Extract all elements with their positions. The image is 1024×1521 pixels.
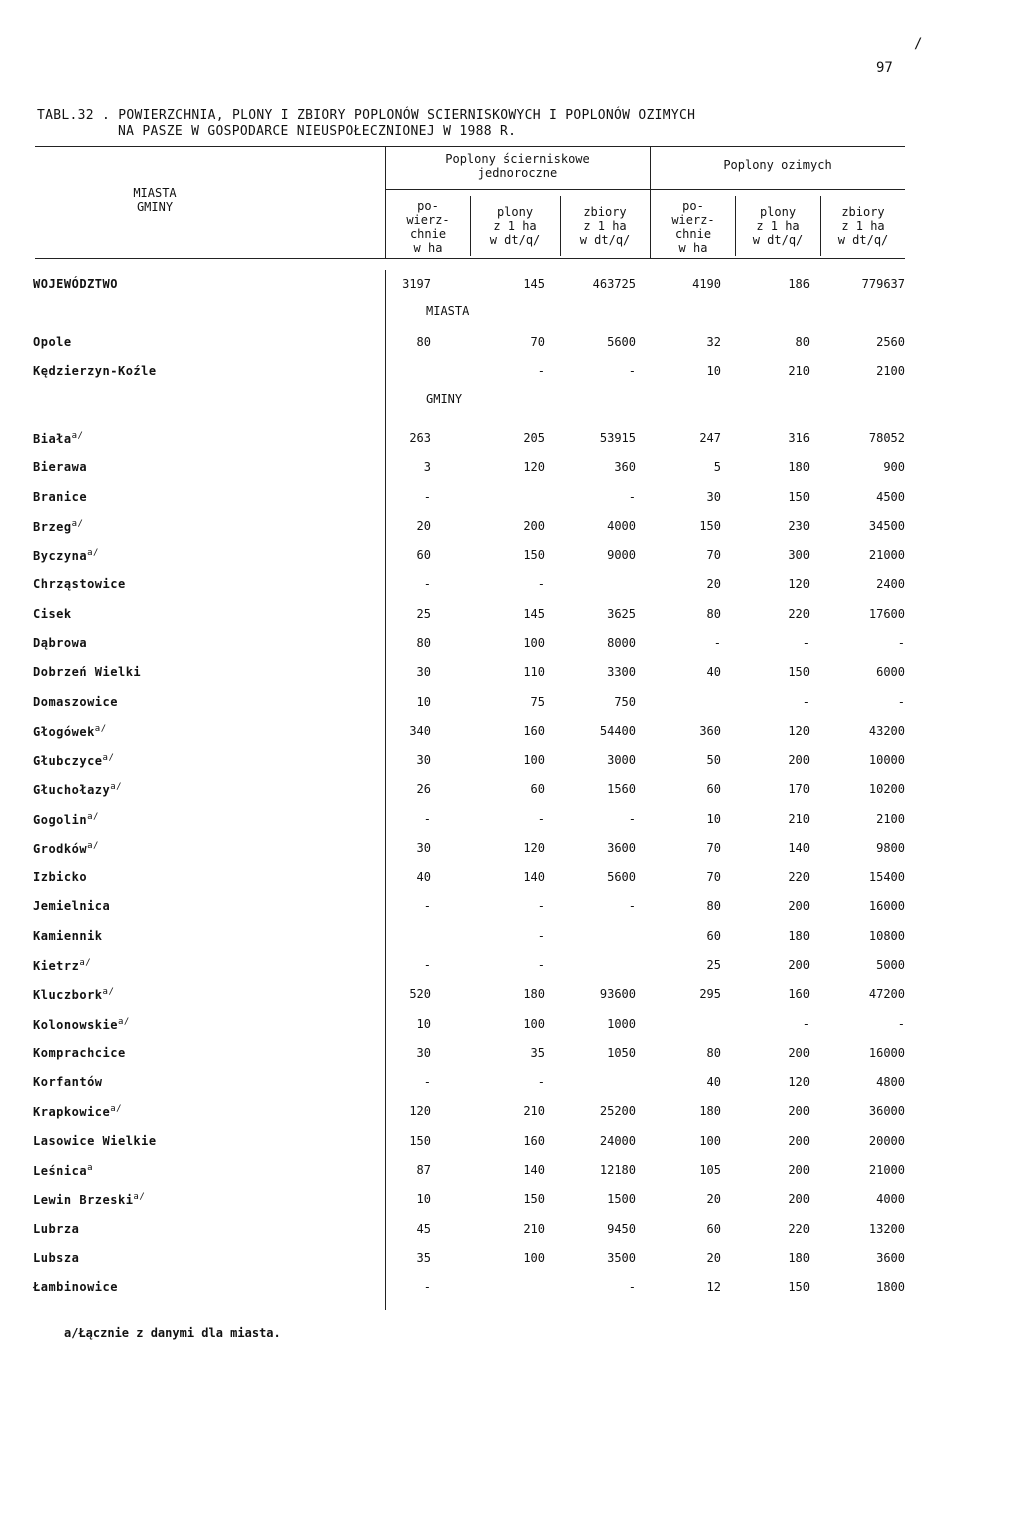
row-name <box>33 364 157 378</box>
table-cell: 21000 <box>868 1163 905 1177</box>
table-cell: 140 <box>523 870 545 885</box>
table-cell: 20 <box>706 1192 721 1207</box>
footnote-mark: a/ <box>87 840 99 851</box>
table-cell: 25 <box>416 606 431 621</box>
table-cell: 180 <box>788 460 810 475</box>
row-name-text: Biała <box>33 432 72 446</box>
table-cell: - <box>423 899 431 914</box>
row-name-text: Lasowice Wielkie <box>33 1133 157 1148</box>
table-cell: 160 <box>523 723 545 738</box>
table-cell: 30 <box>706 489 721 504</box>
table-cell: 100 <box>523 635 545 650</box>
table-cell: 105 <box>699 1163 721 1177</box>
header-crop-1: zbiory z 1 ha w dt/q/ <box>579 205 631 247</box>
table-cell: 220 <box>788 606 810 621</box>
header-crop-2: zbiory z 1 ha w dt/q/ <box>837 205 889 247</box>
row-name <box>33 335 72 349</box>
table-cell: 4000 <box>607 518 636 533</box>
table-cell: 200 <box>788 753 810 768</box>
table-cell: 25 <box>706 958 721 973</box>
table-cell: 93600 <box>599 987 636 1002</box>
table-cell: 5000 <box>876 958 905 973</box>
table-cell: - <box>537 1075 545 1090</box>
row-name <box>33 812 99 827</box>
footnote-mark: a/ <box>110 1104 123 1115</box>
table-cell: 70 <box>706 840 721 855</box>
table-cell: 15400 <box>868 870 905 885</box>
row-name <box>33 753 114 768</box>
row-name <box>33 929 103 943</box>
table-cell: - <box>713 635 721 650</box>
table-cell: 180 <box>788 928 810 943</box>
table-cell: 210 <box>788 364 810 378</box>
table-cell: 295 <box>699 987 721 1002</box>
table-cell: 16000 <box>868 1045 905 1060</box>
table-cell: 13200 <box>868 1221 905 1236</box>
table-cell: 8000 <box>607 635 636 650</box>
table-cell: - <box>423 577 431 592</box>
footnote-mark: a/ <box>87 811 99 822</box>
table-cell: 2100 <box>876 364 905 378</box>
table-cell: 35 <box>530 1045 545 1060</box>
table-cell: 210 <box>523 1104 545 1119</box>
row-name-text: Kolonowskie <box>33 1017 118 1032</box>
table-cell: 205 <box>523 431 545 445</box>
table-cell: 60 <box>706 928 721 943</box>
table-cell: 60 <box>706 782 721 797</box>
table-cell: - <box>802 635 810 650</box>
row-name-text: Jemielnica <box>33 899 111 914</box>
table-cell: 80 <box>706 899 721 914</box>
footnote-mark: a/ <box>79 958 92 969</box>
footnote-mark: a/ <box>87 548 99 559</box>
row-name <box>33 636 87 650</box>
table-cell: 180 <box>523 987 545 1002</box>
table-cell: 75 <box>530 694 545 709</box>
table-cell: 80 <box>706 1045 721 1060</box>
table-cell: 247 <box>699 431 721 445</box>
row-name <box>33 1251 79 1265</box>
table-cell: 9800 <box>876 840 905 855</box>
row-name-text: Głuchołazy <box>33 783 111 798</box>
table-cell: - <box>423 958 431 973</box>
row-name <box>33 577 126 591</box>
table-cell: 70 <box>706 548 721 563</box>
table-cell: 2100 <box>876 811 905 826</box>
corner-mark: / <box>914 36 923 52</box>
row-name <box>33 277 118 291</box>
row-name <box>33 1046 126 1060</box>
row-name-text: Chrząstowice <box>33 577 126 592</box>
table-cell: 4800 <box>876 1075 905 1090</box>
row-name <box>33 841 99 856</box>
table-cell: - <box>423 1075 431 1090</box>
footnote-mark: a <box>87 1163 93 1173</box>
footnote-mark: a/ <box>117 1016 130 1027</box>
table-cell: 210 <box>523 1221 545 1236</box>
table-cell: 200 <box>523 518 545 533</box>
footnote: a/Łącznie z danymi dla miasta. <box>64 1326 281 1340</box>
table-cell: 210 <box>788 811 810 826</box>
table-cell: 87 <box>416 1163 431 1177</box>
row-name-text: Leśnica <box>33 1164 88 1178</box>
table-cell: 10000 <box>868 753 905 768</box>
row-name <box>33 899 110 913</box>
table-cell: 3600 <box>607 840 636 855</box>
row-name-text: Dąbrowa <box>33 635 88 650</box>
table-cell: 20 <box>416 518 431 533</box>
table-cell: 10 <box>706 364 721 378</box>
table-cell: 340 <box>409 723 431 738</box>
table-cell: 10 <box>416 1016 431 1031</box>
table-cell: 10 <box>706 811 721 826</box>
section-label-cities: MIASTA <box>426 304 470 318</box>
table-cell: 3625 <box>607 606 636 621</box>
table-cell: - <box>897 1016 905 1031</box>
table-cell: 180 <box>788 1250 810 1265</box>
row-name-text: Lubsza <box>33 1250 80 1265</box>
table-cell: 100 <box>699 1133 721 1148</box>
table-cell: 10 <box>416 1192 431 1207</box>
table-cell: 3300 <box>607 665 636 680</box>
table-cell: - <box>537 899 545 914</box>
header-group-stubble: Poplony ścierniskowe jednoroczne <box>445 152 590 180</box>
table-cell: 20 <box>706 1250 721 1265</box>
table-cell: 80 <box>795 335 810 349</box>
row-name <box>33 1075 103 1089</box>
table-cell: 220 <box>788 1221 810 1236</box>
row-name <box>33 1017 130 1032</box>
row-name-text: Głogówek <box>33 724 95 739</box>
table-cell: 145 <box>523 277 545 291</box>
header-stub: MIASTA GMINY <box>133 186 177 214</box>
row-name <box>33 1163 93 1178</box>
table-cell: 24000 <box>599 1133 636 1148</box>
row-name-text: Kędzierzyn-Koźle <box>33 364 157 378</box>
row-name-text: Łambinowice <box>33 1280 118 1295</box>
row-name <box>33 1104 122 1119</box>
table-cell: - <box>802 1016 810 1031</box>
table-cell: 10200 <box>868 782 905 797</box>
table-cell: 2560 <box>876 335 905 349</box>
table-cell: 520 <box>409 987 431 1002</box>
table-cell: 35 <box>416 1250 431 1265</box>
table-cell: 900 <box>883 460 905 475</box>
table-cell: 40 <box>416 870 431 885</box>
table-cell: 1800 <box>876 1280 905 1295</box>
table-cell: 26 <box>416 782 431 797</box>
table-cell: 3600 <box>876 1250 905 1265</box>
table-cell: 750 <box>614 694 636 709</box>
table-cell: 140 <box>523 1163 545 1177</box>
row-name-text: Krapkowice <box>33 1105 111 1120</box>
row-name <box>33 782 122 797</box>
table-cell: 80 <box>706 606 721 621</box>
table-cell: 12 <box>706 1280 721 1295</box>
table-cell: 220 <box>788 870 810 885</box>
table-cell: - <box>537 364 545 378</box>
table-cell: 120 <box>788 577 810 592</box>
table-cell: 10800 <box>868 928 905 943</box>
table-cell: - <box>537 928 545 943</box>
footnote-mark: a/ <box>110 782 123 793</box>
row-name <box>33 490 87 504</box>
table-cell: 21000 <box>868 548 905 563</box>
table-cell: - <box>628 1280 636 1295</box>
table-cell: 17600 <box>868 606 905 621</box>
row-name <box>33 519 83 534</box>
table-cell: 100 <box>523 753 545 768</box>
table-cell: 47200 <box>868 987 905 1002</box>
table-cell: 200 <box>788 1163 810 1177</box>
row-name-text: Komprachcice <box>33 1045 126 1060</box>
table-cell: 120 <box>523 460 545 475</box>
table-cell: 80 <box>416 635 431 650</box>
footnote-mark: a/ <box>71 518 84 529</box>
table-cell: 60 <box>706 1221 721 1236</box>
table-cell: 200 <box>788 958 810 973</box>
footnote-mark: a/ <box>102 987 115 998</box>
row-name <box>33 431 83 446</box>
row-name-text: Opole <box>33 335 72 349</box>
row-name-text: Lubrza <box>33 1221 80 1236</box>
table-cell: - <box>537 577 545 592</box>
table-cell: - <box>537 958 545 973</box>
table-cell: 16000 <box>868 899 905 914</box>
table-cell: 78052 <box>868 431 905 445</box>
header-yield-1: plony z 1 ha w dt/q/ <box>489 205 541 247</box>
table-cell: 200 <box>788 1045 810 1060</box>
header-group-winter: Poplony ozimych <box>723 158 832 172</box>
table-cell: - <box>897 635 905 650</box>
table-cell: 150 <box>699 518 721 533</box>
table-cell: 70 <box>706 870 721 885</box>
table-cell: 360 <box>699 723 721 738</box>
row-name-text: Byczyna <box>33 549 88 564</box>
table-cell: 20 <box>706 577 721 592</box>
table-cell: 30 <box>416 1045 431 1060</box>
table-cell: - <box>628 899 636 914</box>
table-cell: 32 <box>706 335 721 349</box>
row-name-text: Kietrz <box>33 959 80 974</box>
header-yield-2: plony z 1 ha w dt/q/ <box>752 205 804 247</box>
row-name-text: Kamiennik <box>33 928 103 943</box>
table-cell: 70 <box>530 335 545 349</box>
row-name <box>33 1192 145 1207</box>
table-cell: - <box>897 694 905 709</box>
row-name-text: Branice <box>33 489 88 504</box>
table-cell: 6000 <box>876 665 905 680</box>
row-name-text: Cisek <box>33 606 72 621</box>
row-name-text: Domaszowice <box>33 694 118 709</box>
table-cell: - <box>423 811 431 826</box>
table-cell: 200 <box>788 1133 810 1148</box>
row-name <box>33 958 91 973</box>
table-cell: - <box>628 811 636 826</box>
row-name-text: Głubczyce <box>33 754 103 769</box>
table-cell: 36000 <box>868 1104 905 1119</box>
table-cell: 30 <box>416 665 431 680</box>
table-cell: 463725 <box>592 277 636 291</box>
header-area-2: po- wierz- chnie w ha <box>671 199 715 255</box>
table-cell: 360 <box>614 460 636 475</box>
table-cell: 200 <box>788 899 810 914</box>
table-cell: 12180 <box>599 1163 636 1177</box>
row-name <box>33 665 141 679</box>
table-cell: 110 <box>523 665 545 680</box>
row-name <box>33 1134 157 1148</box>
table-cell: 200 <box>788 1104 810 1119</box>
table-cell: 150 <box>788 489 810 504</box>
table-cell: 5600 <box>607 870 636 885</box>
row-name-text: Kluczbork <box>33 988 103 1003</box>
table-cell: 80 <box>416 335 431 349</box>
table-cell: 160 <box>788 987 810 1002</box>
table-cell: - <box>802 694 810 709</box>
row-name-text: WOJEWÓDZTWO <box>33 277 118 291</box>
table-cell: 100 <box>523 1250 545 1265</box>
footnote-mark: a/ <box>71 431 84 441</box>
section-label-communes: GMINY <box>426 392 463 406</box>
table-cell: 140 <box>788 840 810 855</box>
table-cell: 34500 <box>868 518 905 533</box>
table-cell: 160 <box>523 1133 545 1148</box>
row-name-text: Brzeg <box>33 519 72 534</box>
row-name-text: Korfantów <box>33 1075 103 1090</box>
table-cell: - <box>423 1280 431 1295</box>
table-cell: 4190 <box>692 277 721 291</box>
page-number: 97 <box>876 60 893 76</box>
table-cell: 300 <box>788 548 810 563</box>
table-cell: 53915 <box>599 431 636 445</box>
table-cell: 5 <box>713 460 721 475</box>
table-cell: 5600 <box>607 335 636 349</box>
table-cell: 150 <box>523 1192 545 1207</box>
table-cell: 25200 <box>599 1104 636 1119</box>
table-cell: 120 <box>409 1104 431 1119</box>
table-cell: 4000 <box>876 1192 905 1207</box>
table-cell: 50 <box>706 753 721 768</box>
footnote-mark: a/ <box>102 753 115 764</box>
row-name-text: Grodków <box>33 841 88 856</box>
table-cell: 60 <box>416 548 431 563</box>
row-name-text: Lewin Brzeski <box>33 1193 134 1208</box>
row-name <box>33 460 87 474</box>
table-cell: 10 <box>416 694 431 709</box>
table-cell: 779637 <box>861 277 905 291</box>
table-cell: - <box>628 364 636 378</box>
table-cell: 263 <box>409 431 431 445</box>
table-cell: - <box>423 489 431 504</box>
table-cell: 1560 <box>607 782 636 797</box>
table-cell: 186 <box>788 277 810 291</box>
row-name <box>33 695 118 709</box>
table-cell: 43200 <box>868 723 905 738</box>
row-name-text: Bierawa <box>33 460 88 475</box>
table-cell: 20000 <box>868 1133 905 1148</box>
table-cell: 4500 <box>876 489 905 504</box>
table-cell: 145 <box>523 606 545 621</box>
table-cell: 3500 <box>607 1250 636 1265</box>
table-cell: 9450 <box>607 1221 636 1236</box>
table-cell: 1500 <box>607 1192 636 1207</box>
table-cell: - <box>628 489 636 504</box>
table-cell: 150 <box>409 1133 431 1148</box>
row-name-text: Izbicko <box>33 870 88 885</box>
table-cell: 40 <box>706 665 721 680</box>
footnote-mark: a/ <box>133 1192 146 1203</box>
row-name-text: Dobrzeń Wielki <box>33 665 142 680</box>
table-cell: 3197 <box>402 277 431 291</box>
table-cell: 9000 <box>607 548 636 563</box>
table-cell: 40 <box>706 1075 721 1090</box>
header-area-1: po- wierz- chnie w ha <box>406 199 450 255</box>
table-cell: 170 <box>788 782 810 797</box>
row-name <box>33 724 107 739</box>
table-title-line1: TABL.32 . POWIERZCHNIA, PLONY I ZBIORY POPLONÓW SCIERNISKOWYCH I POPLONÓW OZIMYCH <box>37 108 696 123</box>
table-cell: 1000 <box>607 1016 636 1031</box>
row-name <box>33 607 72 621</box>
row-name <box>33 987 114 1002</box>
row-name <box>33 548 99 563</box>
row-name <box>33 870 87 884</box>
table-cell: 1050 <box>607 1045 636 1060</box>
row-name-text: Gogolin <box>33 812 88 827</box>
table-cell: 30 <box>416 840 431 855</box>
table-title-line2: NA PASZE W GOSPODARCE NIEUSPOŁECZNIONEJ W 1988 R. <box>118 124 517 139</box>
table-cell: 316 <box>788 431 810 445</box>
table-cell: 150 <box>523 548 545 563</box>
table-cell: 54400 <box>599 723 636 738</box>
table-cell: 45 <box>416 1221 431 1236</box>
table-cell: 120 <box>788 723 810 738</box>
table-cell: 200 <box>788 1192 810 1207</box>
table-cell: 3000 <box>607 753 636 768</box>
table-cell: 150 <box>788 1280 810 1295</box>
row-name <box>33 1280 118 1294</box>
table-cell: - <box>537 811 545 826</box>
table-cell: 3 <box>423 460 431 475</box>
table-cell: 60 <box>530 782 545 797</box>
row-name <box>33 1222 79 1236</box>
table-cell: 120 <box>523 840 545 855</box>
footnote-mark: a/ <box>94 723 107 734</box>
table-cell: 30 <box>416 753 431 768</box>
table-cell: 100 <box>523 1016 545 1031</box>
table-cell: 120 <box>788 1075 810 1090</box>
table-cell: 230 <box>788 518 810 533</box>
table-cell: 2400 <box>876 577 905 592</box>
table-cell: 180 <box>699 1104 721 1119</box>
table-cell: 150 <box>788 665 810 680</box>
